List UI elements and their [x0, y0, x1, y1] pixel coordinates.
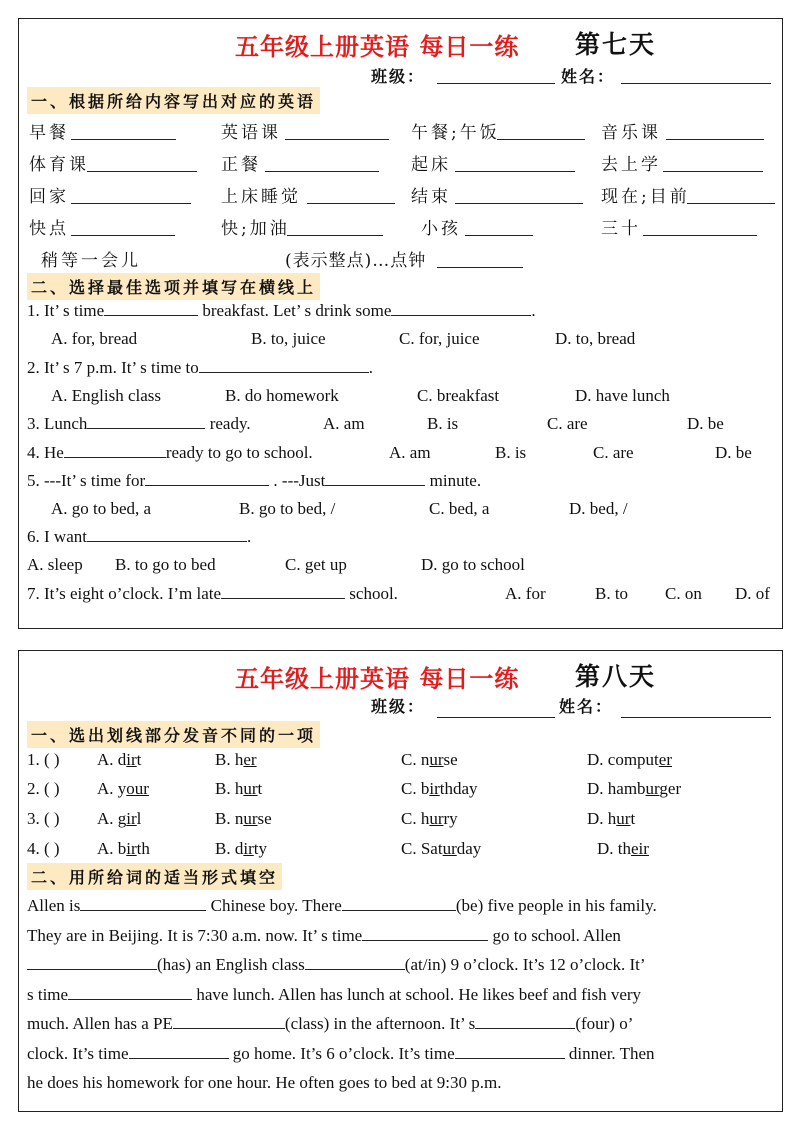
vocab-item: 早餐 [29, 123, 69, 143]
answer-blank[interactable] [305, 955, 405, 970]
phonics-number: 3. ( ) [27, 809, 60, 828]
answer-blank[interactable] [129, 1044, 229, 1059]
answer-line[interactable] [455, 171, 575, 172]
answer-blank[interactable] [173, 1014, 285, 1029]
option: A. for, bread [51, 329, 138, 348]
name-label: 姓名： [559, 697, 614, 716]
option: A. sleep [27, 555, 83, 574]
answer-blank[interactable] [145, 471, 269, 486]
option: C. get up [285, 555, 347, 574]
class-field[interactable] [437, 717, 555, 718]
option: C. bed, a [429, 499, 490, 518]
vocab-item: 音乐课 [601, 123, 661, 143]
answer-blank[interactable] [455, 1044, 565, 1059]
answer-line[interactable] [666, 139, 764, 140]
phonics-number: 4. ( ) [27, 839, 60, 858]
answer-line[interactable] [71, 203, 191, 204]
answer-blank[interactable] [27, 955, 157, 970]
name-field[interactable] [621, 83, 771, 84]
phonics-option: A. dirt [97, 750, 142, 769]
phonics-option: D. their [597, 839, 649, 858]
option: C. are [547, 414, 588, 433]
option: A. am [389, 443, 431, 462]
vocab-item: 回家 [29, 187, 69, 207]
day8-worksheet [18, 650, 783, 1112]
answer-blank[interactable] [362, 926, 488, 941]
vocab-item: 起床 [411, 155, 451, 175]
vocab-item: 快;加油 [221, 219, 290, 239]
phonics-option: B. dirty [215, 839, 267, 858]
option: B. to [595, 584, 629, 603]
answer-blank[interactable] [68, 985, 192, 1000]
option: D. be [687, 414, 724, 433]
option: B. do homework [225, 386, 339, 405]
vocab-item: 现在;目前 [601, 187, 690, 207]
answer-blank[interactable] [104, 301, 198, 316]
question-6: 6. I want . [27, 527, 252, 546]
answer-line[interactable] [87, 171, 197, 172]
answer-line[interactable] [71, 235, 175, 236]
option: C. breakfast [417, 386, 500, 405]
answer-line[interactable] [285, 139, 389, 140]
vocab-item: 稍等一会儿 [41, 251, 141, 271]
answer-line[interactable] [663, 171, 763, 172]
phonics-option: C. nurse [401, 750, 458, 769]
option: D. go to school [421, 555, 525, 574]
answer-line[interactable] [265, 171, 379, 172]
class-field[interactable] [437, 83, 555, 84]
phonics-option: C. Saturday [401, 839, 482, 858]
passage-line: s time have lunch. Allen has lunch at school. He likes beef and fish very [27, 984, 642, 1004]
answer-line[interactable] [497, 139, 585, 140]
phonics-option: C. hurry [401, 809, 458, 828]
phonics-option: A. girl [97, 809, 142, 828]
option: C. on [665, 584, 702, 603]
answer-blank[interactable] [80, 896, 206, 911]
vocab-item: 英语课 [221, 123, 281, 143]
option: D. be [715, 443, 752, 462]
option: B. is [495, 443, 527, 462]
option: A. for [505, 584, 546, 603]
vocab-item: 上床睡觉 [221, 187, 301, 207]
passage-line: (has) an English class (at/in) 9 o’clock. It’s 12 o’clock. It’ [27, 950, 777, 980]
passage-line: he does his homework for one hour. He often goes to bed at 9:30 p.m. [27, 1073, 502, 1092]
passage-line: They are in Beijing. It is 7:30 a.m. now. It’ s time go to school. Allen [27, 925, 621, 945]
worksheet-title: 五年级上册英语 每日一练 [235, 32, 520, 61]
phonics-option: A. your [97, 779, 149, 798]
option: B. is [427, 414, 459, 433]
vocab-item: 三十 [601, 219, 641, 239]
answer-blank[interactable] [199, 358, 369, 373]
question-5: 5. ---It’ s time for . ---Just minute. [27, 471, 482, 490]
day-label: 第七天 [575, 30, 657, 59]
name-label: 姓名： [561, 67, 616, 86]
option: D. of [735, 584, 770, 603]
answer-blank[interactable] [325, 471, 425, 486]
section-1-title: 一、根据所给内容写出对应的英语 [27, 87, 320, 114]
option: A. English class [51, 386, 162, 405]
answer-blank[interactable] [87, 414, 205, 429]
option: D. to, bread [555, 329, 636, 348]
option: B. to, juice [251, 329, 326, 348]
answer-blank[interactable] [391, 301, 531, 316]
vocab-item: 去上学 [601, 155, 661, 175]
answer-blank[interactable] [87, 527, 247, 542]
option: A. go to bed, a [51, 499, 152, 518]
answer-line[interactable] [455, 203, 583, 204]
vocab-item: 小孩 [421, 219, 461, 239]
phonics-option: D. computer [587, 750, 672, 769]
answer-blank[interactable] [475, 1014, 575, 1029]
vocab-item: 正餐 [221, 155, 261, 175]
phonics-option: B. nurse [215, 809, 272, 828]
section-2-title: 二、用所给词的适当形式填空 [27, 863, 282, 890]
fill-in-passage [27, 891, 777, 1098]
option: A. am [323, 414, 365, 433]
class-label: 班级： [371, 67, 426, 86]
vocab-item: 快点 [29, 219, 69, 239]
name-field[interactable] [621, 717, 771, 718]
answer-line[interactable] [643, 235, 757, 236]
phonics-option: A. birth [97, 839, 150, 858]
answer-blank[interactable] [64, 443, 166, 458]
option: D. have lunch [575, 386, 670, 405]
answer-line[interactable] [687, 203, 775, 204]
phonics-number: 2. ( ) [27, 779, 60, 798]
day-label: 第八天 [575, 662, 657, 691]
answer-line[interactable] [287, 235, 383, 236]
phonics-option: C. birthday [401, 779, 478, 798]
answer-line[interactable] [71, 139, 176, 140]
question-1: 1. It’ s time breakfast. Let’ s drink some . [27, 301, 536, 320]
question-4: 4. He ready to go to school. [27, 443, 313, 462]
passage-line: much. Allen has a PE (class) in the afternoon. It’ s (four) o’ [27, 1014, 634, 1033]
day7-worksheet [18, 18, 783, 629]
passage-line: Allen is Chinese boy. There (be) five people in his family. [27, 896, 657, 915]
answer-line[interactable] [437, 267, 523, 268]
vocab-item: 结束 [411, 187, 451, 207]
phonics-option: D. hamburger [587, 779, 682, 798]
vocab-item: 午餐;午饭 [411, 123, 500, 143]
option: C. are [593, 443, 634, 462]
passage-line: clock. It’s time go home. It’s 6 o’clock. It’s time dinner. Then [27, 1043, 655, 1063]
phonics-option: B. her [215, 750, 257, 769]
answer-line[interactable] [465, 235, 533, 236]
option: D. bed, / [569, 499, 628, 518]
answer-blank[interactable] [221, 584, 345, 599]
section-2-title: 二、选择最佳选项并填写在横线上 [27, 273, 320, 300]
phonics-number: 1. ( ) [27, 750, 60, 769]
vocab-item: (表示整点)…点钟 [285, 251, 427, 271]
phonics-option: B. hurt [215, 779, 263, 798]
answer-blank[interactable] [342, 896, 456, 911]
worksheet-title: 五年级上册英语 每日一练 [235, 664, 520, 693]
class-label: 班级： [371, 697, 426, 716]
question-2: 2. It’ s 7 p.m. It’ s time to . [27, 358, 373, 377]
question-7: 7. It’s eight o’clock. I’m late school. [27, 584, 398, 603]
section-1-title: 一、选出划线部分发音不同的一项 [27, 721, 320, 748]
option: B. go to bed, / [239, 499, 336, 518]
answer-line[interactable] [307, 203, 395, 204]
phonics-option: D. hurt [587, 809, 636, 828]
vocab-item: 体育课 [29, 155, 89, 175]
question-3: 3. Lunch ready. [27, 414, 251, 433]
option: C. for, juice [399, 329, 480, 348]
option: B. to go to bed [115, 555, 216, 574]
